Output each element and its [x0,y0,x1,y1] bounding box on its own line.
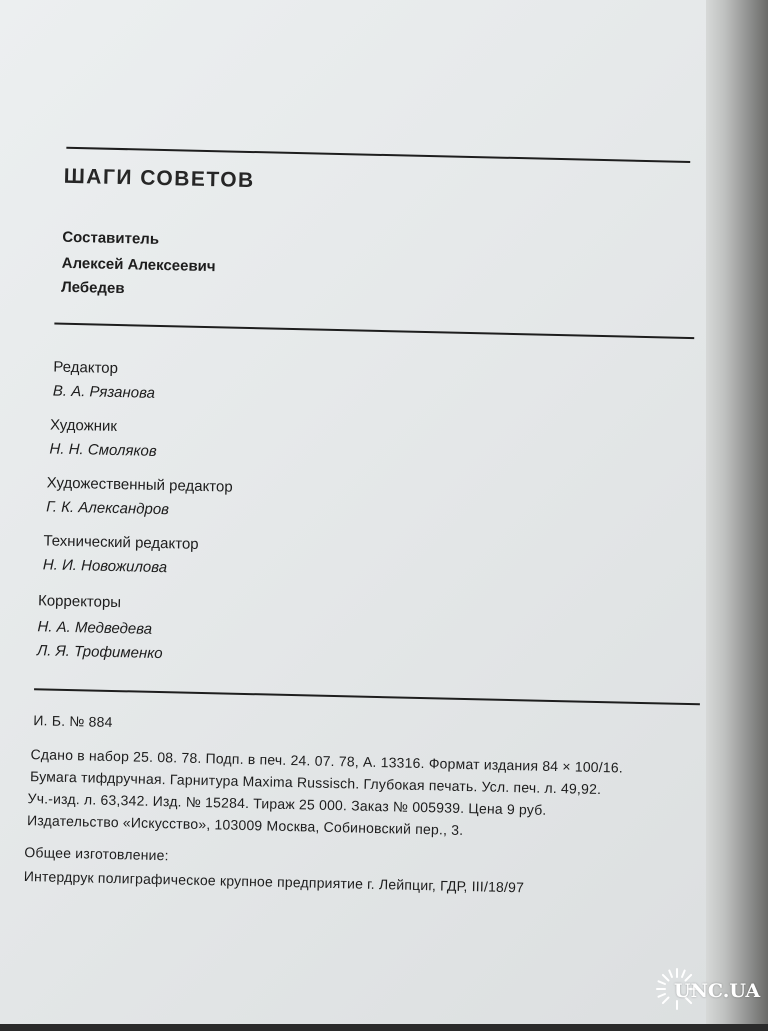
editor-role: Редактор [53,358,119,378]
compiler-name-line1: Алексей Алексеевич [61,254,216,276]
artist-role: Художник [49,416,118,436]
art-editor-name: Г. К. Александров [46,498,170,519]
proofreader-name-2: Л. Я. Трофименко [36,642,163,663]
manufacture-label: Общее изготовление: [24,844,169,864]
proofreaders-role: Корректоры [37,592,122,612]
art-editor-role: Художественный редактор [46,474,233,496]
imprint-line-2: Бумага тифдручная. Гарнитура Maxima Russisch. Глубокая печать. Усл. печ. л. 49,92. [29,768,602,798]
middle-rule [54,323,694,340]
site-watermark [654,966,764,1018]
editor-name: В. А. Рязанова [52,382,156,402]
imprint-line-3: Уч.-изд. л. 63,342. Изд. № 15284. Тираж 25 000. Заказ № 005939. Цена 9 руб. [27,790,547,818]
watermark-text: UNC.UA [674,980,761,1002]
proofreader-name-1: Н. А. Медведева [37,618,153,638]
top-rule [66,147,690,163]
imprint-line-4: Издательство «Искусство», 103009 Москва, Собиновский пер., 3. [26,812,464,838]
book-title: ШАГИ СОВЕТОВ [63,164,255,193]
artist-name: Н. Н. Смоляков [49,440,157,460]
ib-number: И. Б. № 884 [33,712,113,730]
bottom-rule [34,688,700,705]
tech-editor-name: Н. И. Новожилова [42,556,168,577]
compiler-label: Составитель [62,228,160,248]
tech-editor-role: Технический редактор [43,532,199,553]
compiler-name-line2: Лебедев [61,278,125,298]
imprint-line-1: Сдано в набор 25. 08. 78. Подп. в печ. 24. 07. 78, А. 13316. Формат издания 84 × 100/16. [30,746,624,776]
manufacture-text: Интердрук полиграфическое крупное предприятие г. Лейпциг, ГДР, III/18/97 [23,868,525,896]
